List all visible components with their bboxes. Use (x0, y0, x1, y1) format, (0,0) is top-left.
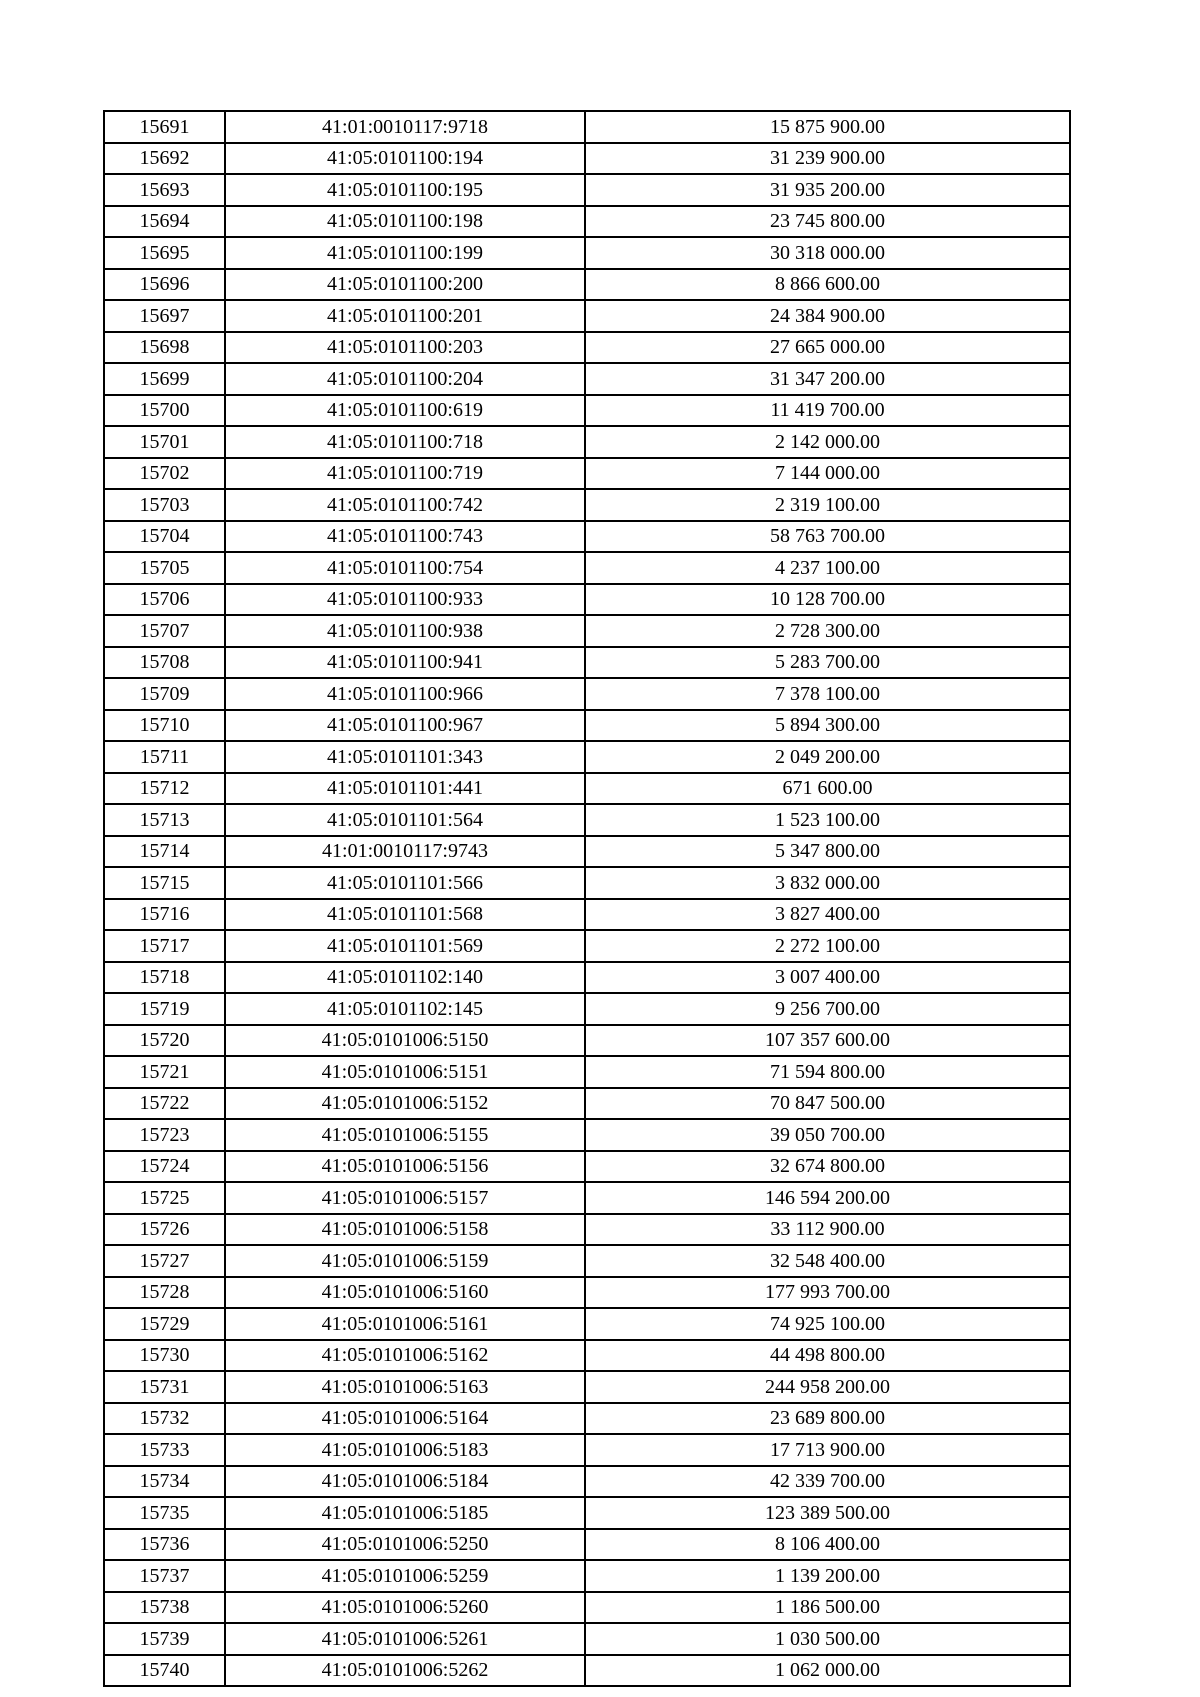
row-number-cell: 15703 (104, 489, 225, 521)
table-row (104, 1182, 1070, 1214)
cadastral-value-cell: 123 389 500.00 (585, 1497, 1070, 1529)
cadastral-number-cell: 41:05:0101100:198 (225, 206, 585, 238)
table-row (104, 1529, 1070, 1561)
cadastral-number-cell: 41:05:0101006:5162 (225, 1340, 585, 1372)
row-number-cell: 15708 (104, 647, 225, 679)
cadastral-number-cell: 41:05:0101006:5259 (225, 1560, 585, 1592)
cadastral-number-cell: 41:05:0101100:718 (225, 426, 585, 458)
cadastral-value-cell: 5 347 800.00 (585, 836, 1070, 868)
cadastral-number-cell: 41:05:0101006:5157 (225, 1182, 585, 1214)
table-row (104, 1340, 1070, 1372)
cadastral-value-cell: 24 384 900.00 (585, 300, 1070, 332)
cadastral-value-cell: 2 728 300.00 (585, 615, 1070, 647)
row-number-cell: 15704 (104, 521, 225, 553)
row-number-cell: 15694 (104, 206, 225, 238)
cadastral-number-cell: 41:05:0101006:5161 (225, 1308, 585, 1340)
cadastral-number-cell: 41:05:0101100:941 (225, 647, 585, 679)
table-row (104, 1434, 1070, 1466)
row-number-cell: 15717 (104, 930, 225, 962)
row-number-cell: 15706 (104, 584, 225, 616)
table-row (104, 111, 1070, 143)
table-row (104, 1403, 1070, 1435)
table-row (104, 741, 1070, 773)
cadastral-value-cell: 9 256 700.00 (585, 993, 1070, 1025)
row-number-cell: 15707 (104, 615, 225, 647)
row-number-cell: 15740 (104, 1655, 225, 1687)
table-row (104, 1151, 1070, 1183)
cadastral-value-cell: 146 594 200.00 (585, 1182, 1070, 1214)
table-row (104, 489, 1070, 521)
table-row (104, 1623, 1070, 1655)
cadastral-number-cell: 41:05:0101006:5250 (225, 1529, 585, 1561)
table-row (104, 1119, 1070, 1151)
table-row (104, 962, 1070, 994)
cadastral-number-cell: 41:05:0101006:5185 (225, 1497, 585, 1529)
cadastral-value-cell: 15 875 900.00 (585, 111, 1070, 143)
cadastral-number-cell: 41:05:0101006:5159 (225, 1245, 585, 1277)
table-row (104, 552, 1070, 584)
table-row (104, 300, 1070, 332)
table-row (104, 395, 1070, 427)
row-number-cell: 15693 (104, 174, 225, 206)
cadastral-value-cell: 107 357 600.00 (585, 1025, 1070, 1057)
table-row (104, 1308, 1070, 1340)
cadastral-value-cell: 44 498 800.00 (585, 1340, 1070, 1372)
row-number-cell: 15701 (104, 426, 225, 458)
row-number-cell: 15732 (104, 1403, 225, 1435)
row-number-cell: 15710 (104, 710, 225, 742)
cadastral-number-cell: 41:05:0101102:140 (225, 962, 585, 994)
table-row (104, 773, 1070, 805)
cadastral-number-cell: 41:05:0101006:5262 (225, 1655, 585, 1687)
row-number-cell: 15715 (104, 867, 225, 899)
cadastral-value-cell: 32 548 400.00 (585, 1245, 1070, 1277)
row-number-cell: 15697 (104, 300, 225, 332)
cadastral-number-cell: 41:05:0101100:742 (225, 489, 585, 521)
row-number-cell: 15695 (104, 237, 225, 269)
row-number-cell: 15699 (104, 363, 225, 395)
table-row (104, 615, 1070, 647)
row-number-cell: 15738 (104, 1592, 225, 1624)
cadastral-value-cell: 3 827 400.00 (585, 899, 1070, 931)
cadastral-value-cell: 71 594 800.00 (585, 1056, 1070, 1088)
table-row (104, 1592, 1070, 1624)
cadastral-number-cell: 41:05:0101101:568 (225, 899, 585, 931)
row-number-cell: 15702 (104, 458, 225, 490)
cadastral-value-cell: 27 665 000.00 (585, 332, 1070, 364)
cadastral-number-cell: 41:05:0101006:5261 (225, 1623, 585, 1655)
cadastral-value-cell: 31 239 900.00 (585, 143, 1070, 175)
cadastral-value-cell: 2 272 100.00 (585, 930, 1070, 962)
cadastral-value-cell: 1 523 100.00 (585, 804, 1070, 836)
table-row (104, 1088, 1070, 1120)
row-number-cell: 15728 (104, 1277, 225, 1309)
row-number-cell: 15731 (104, 1371, 225, 1403)
table-row (104, 269, 1070, 301)
row-number-cell: 15720 (104, 1025, 225, 1057)
cadastral-number-cell: 41:05:0101102:145 (225, 993, 585, 1025)
row-number-cell: 15721 (104, 1056, 225, 1088)
cadastral-number-cell: 41:05:0101006:5156 (225, 1151, 585, 1183)
cadastral-number-cell: 41:01:0010117:9718 (225, 111, 585, 143)
cadastral-number-cell: 41:01:0010117:9743 (225, 836, 585, 868)
cadastral-number-cell: 41:05:0101100:967 (225, 710, 585, 742)
cadastral-value-cell: 8 866 600.00 (585, 269, 1070, 301)
cadastral-number-cell: 41:05:0101101:569 (225, 930, 585, 962)
table-row (104, 1655, 1070, 1687)
cadastral-number-cell: 41:05:0101100:719 (225, 458, 585, 490)
cadastral-number-cell: 41:05:0101006:5152 (225, 1088, 585, 1120)
cadastral-value-cell: 17 713 900.00 (585, 1434, 1070, 1466)
table-row (104, 332, 1070, 364)
cadastral-number-cell: 41:05:0101100:619 (225, 395, 585, 427)
cadastral-value-cell: 58 763 700.00 (585, 521, 1070, 553)
cadastral-value-cell: 1 139 200.00 (585, 1560, 1070, 1592)
cadastral-number-cell: 41:05:0101100:200 (225, 269, 585, 301)
row-number-cell: 15691 (104, 111, 225, 143)
cadastral-number-cell: 41:05:0101101:343 (225, 741, 585, 773)
cadastral-value-cell: 31 347 200.00 (585, 363, 1070, 395)
cadastral-number-cell: 41:05:0101006:5183 (225, 1434, 585, 1466)
cadastral-value-cell: 39 050 700.00 (585, 1119, 1070, 1151)
cadastral-value-cell: 33 112 900.00 (585, 1214, 1070, 1246)
cadastral-value-cell: 3 832 000.00 (585, 867, 1070, 899)
cadastral-value-cell: 10 128 700.00 (585, 584, 1070, 616)
table-body (104, 111, 1070, 1686)
cadastral-value-table (103, 110, 1071, 1687)
table-row (104, 867, 1070, 899)
cadastral-number-cell: 41:05:0101006:5151 (225, 1056, 585, 1088)
cadastral-value-cell: 671 600.00 (585, 773, 1070, 805)
table-row (104, 1277, 1070, 1309)
cadastral-value-cell: 23 745 800.00 (585, 206, 1070, 238)
table-row (104, 1245, 1070, 1277)
cadastral-number-cell: 41:05:0101006:5160 (225, 1277, 585, 1309)
table-row (104, 1497, 1070, 1529)
table-row (104, 1214, 1070, 1246)
cadastral-number-cell: 41:05:0101100:204 (225, 363, 585, 395)
table-row (104, 710, 1070, 742)
cadastral-number-cell: 41:05:0101006:5184 (225, 1466, 585, 1498)
cadastral-number-cell: 41:05:0101101:566 (225, 867, 585, 899)
cadastral-value-cell: 4 237 100.00 (585, 552, 1070, 584)
table-row (104, 363, 1070, 395)
row-number-cell: 15735 (104, 1497, 225, 1529)
cadastral-value-cell: 74 925 100.00 (585, 1308, 1070, 1340)
cadastral-value-cell: 5 283 700.00 (585, 647, 1070, 679)
cadastral-value-cell: 1 186 500.00 (585, 1592, 1070, 1624)
row-number-cell: 15723 (104, 1119, 225, 1151)
table-row (104, 426, 1070, 458)
cadastral-value-cell: 244 958 200.00 (585, 1371, 1070, 1403)
row-number-cell: 15722 (104, 1088, 225, 1120)
cadastral-value-cell: 11 419 700.00 (585, 395, 1070, 427)
cadastral-value-cell: 2 319 100.00 (585, 489, 1070, 521)
cadastral-value-cell: 177 993 700.00 (585, 1277, 1070, 1309)
table-row (104, 206, 1070, 238)
cadastral-number-cell: 41:05:0101100:195 (225, 174, 585, 206)
row-number-cell: 15719 (104, 993, 225, 1025)
row-number-cell: 15712 (104, 773, 225, 805)
table-row (104, 930, 1070, 962)
table-row (104, 458, 1070, 490)
row-number-cell: 15700 (104, 395, 225, 427)
row-number-cell: 15726 (104, 1214, 225, 1246)
cadastral-value-cell: 30 318 000.00 (585, 237, 1070, 269)
table-row (104, 584, 1070, 616)
table-row (104, 1466, 1070, 1498)
cadastral-value-cell: 70 847 500.00 (585, 1088, 1070, 1120)
cadastral-number-cell: 41:05:0101100:966 (225, 678, 585, 710)
cadastral-value-cell: 1 062 000.00 (585, 1655, 1070, 1687)
cadastral-number-cell: 41:05:0101101:441 (225, 773, 585, 805)
table-row (104, 143, 1070, 175)
cadastral-value-cell: 42 339 700.00 (585, 1466, 1070, 1498)
cadastral-number-cell: 41:05:0101006:5155 (225, 1119, 585, 1151)
row-number-cell: 15696 (104, 269, 225, 301)
row-number-cell: 15725 (104, 1182, 225, 1214)
table-row (104, 993, 1070, 1025)
row-number-cell: 15730 (104, 1340, 225, 1372)
row-number-cell: 15711 (104, 741, 225, 773)
row-number-cell: 15698 (104, 332, 225, 364)
cadastral-value-cell: 3 007 400.00 (585, 962, 1070, 994)
row-number-cell: 15692 (104, 143, 225, 175)
table-row (104, 678, 1070, 710)
cadastral-value-cell: 23 689 800.00 (585, 1403, 1070, 1435)
cadastral-number-cell: 41:05:0101100:933 (225, 584, 585, 616)
table-row (104, 1056, 1070, 1088)
row-number-cell: 15718 (104, 962, 225, 994)
row-number-cell: 15739 (104, 1623, 225, 1655)
cadastral-number-cell: 41:05:0101006:5260 (225, 1592, 585, 1624)
cadastral-number-cell: 41:05:0101100:743 (225, 521, 585, 553)
table-row (104, 521, 1070, 553)
cadastral-number-cell: 41:05:0101100:938 (225, 615, 585, 647)
cadastral-number-cell: 41:05:0101006:5150 (225, 1025, 585, 1057)
cadastral-number-cell: 41:05:0101101:564 (225, 804, 585, 836)
cadastral-value-cell: 1 030 500.00 (585, 1623, 1070, 1655)
cadastral-number-cell: 41:05:0101100:754 (225, 552, 585, 584)
row-number-cell: 15737 (104, 1560, 225, 1592)
cadastral-value-cell: 7 378 100.00 (585, 678, 1070, 710)
cadastral-value-cell: 8 106 400.00 (585, 1529, 1070, 1561)
row-number-cell: 15713 (104, 804, 225, 836)
row-number-cell: 15716 (104, 899, 225, 931)
cadastral-number-cell: 41:05:0101100:194 (225, 143, 585, 175)
table-row (104, 647, 1070, 679)
cadastral-value-cell: 5 894 300.00 (585, 710, 1070, 742)
table-row (104, 1560, 1070, 1592)
row-number-cell: 15705 (104, 552, 225, 584)
table-row (104, 1025, 1070, 1057)
table-row (104, 836, 1070, 868)
row-number-cell: 15733 (104, 1434, 225, 1466)
row-number-cell: 15736 (104, 1529, 225, 1561)
cadastral-value-cell: 32 674 800.00 (585, 1151, 1070, 1183)
cadastral-number-cell: 41:05:0101006:5163 (225, 1371, 585, 1403)
row-number-cell: 15714 (104, 836, 225, 868)
cadastral-value-cell: 2 142 000.00 (585, 426, 1070, 458)
row-number-cell: 15729 (104, 1308, 225, 1340)
table-row (104, 174, 1070, 206)
table-row (104, 804, 1070, 836)
cadastral-number-cell: 41:05:0101100:203 (225, 332, 585, 364)
cadastral-number-cell: 41:05:0101100:199 (225, 237, 585, 269)
row-number-cell: 15724 (104, 1151, 225, 1183)
row-number-cell: 15734 (104, 1466, 225, 1498)
cadastral-number-cell: 41:05:0101006:5158 (225, 1214, 585, 1246)
cadastral-number-cell: 41:05:0101100:201 (225, 300, 585, 332)
cadastral-number-cell: 41:05:0101006:5164 (225, 1403, 585, 1435)
cadastral-value-cell: 31 935 200.00 (585, 174, 1070, 206)
row-number-cell: 15727 (104, 1245, 225, 1277)
table-row (104, 1371, 1070, 1403)
row-number-cell: 15709 (104, 678, 225, 710)
table-row (104, 899, 1070, 931)
cadastral-value-cell: 2 049 200.00 (585, 741, 1070, 773)
table-row (104, 237, 1070, 269)
cadastral-value-cell: 7 144 000.00 (585, 458, 1070, 490)
